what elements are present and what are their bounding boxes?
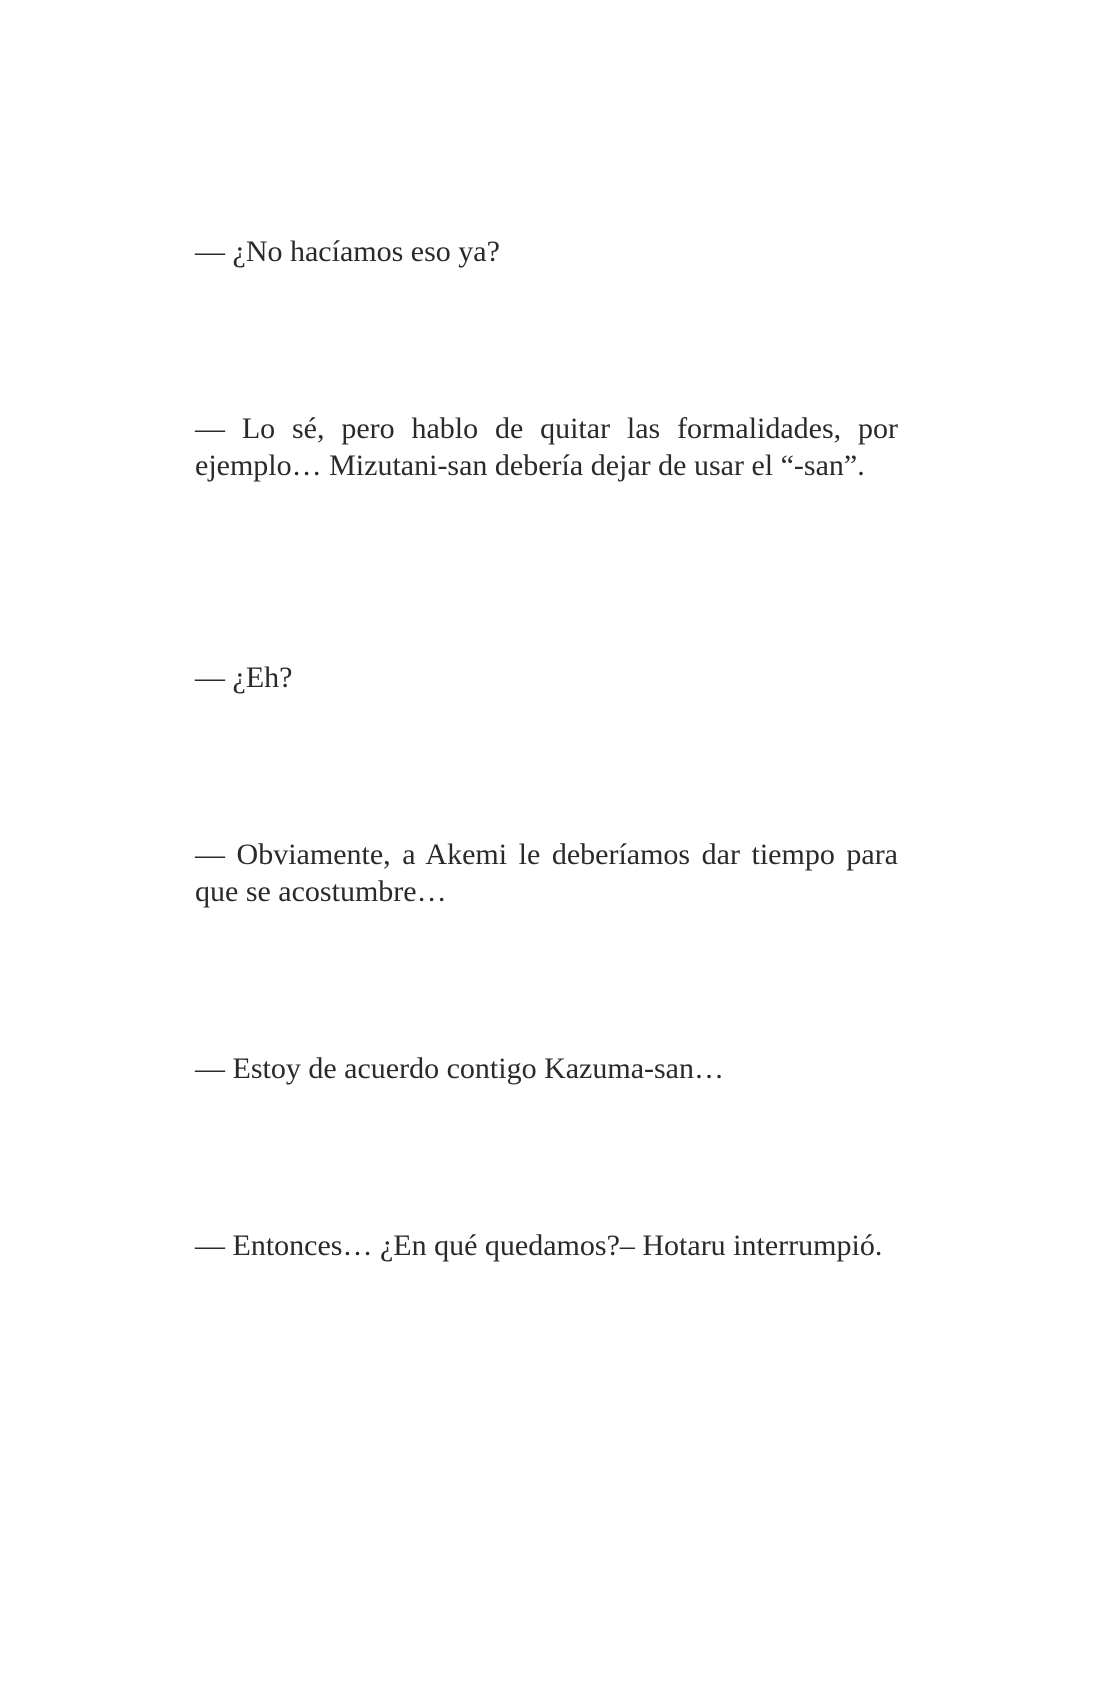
dialogue-paragraph: — Obviamente, a Akemi le deberíamos dar tiempo para que se acostumbre… — [195, 838, 898, 908]
dialogue-paragraph: — Estoy de acuerdo contigo Kazuma-san… — [195, 1052, 724, 1085]
dialogue-paragraph: — ¿Eh? — [195, 661, 293, 694]
dialogue-paragraph: — Lo sé, pero hablo de quitar las formalidades, por ejemplo… Mizutani-san debería dejar de usar el “-san”. — [195, 412, 898, 482]
dialogue-paragraph: — Entonces… ¿En qué quedamos?– Hotaru interrumpió. — [195, 1229, 883, 1262]
dialogue-paragraph: — ¿No hacíamos eso ya? — [195, 235, 500, 268]
